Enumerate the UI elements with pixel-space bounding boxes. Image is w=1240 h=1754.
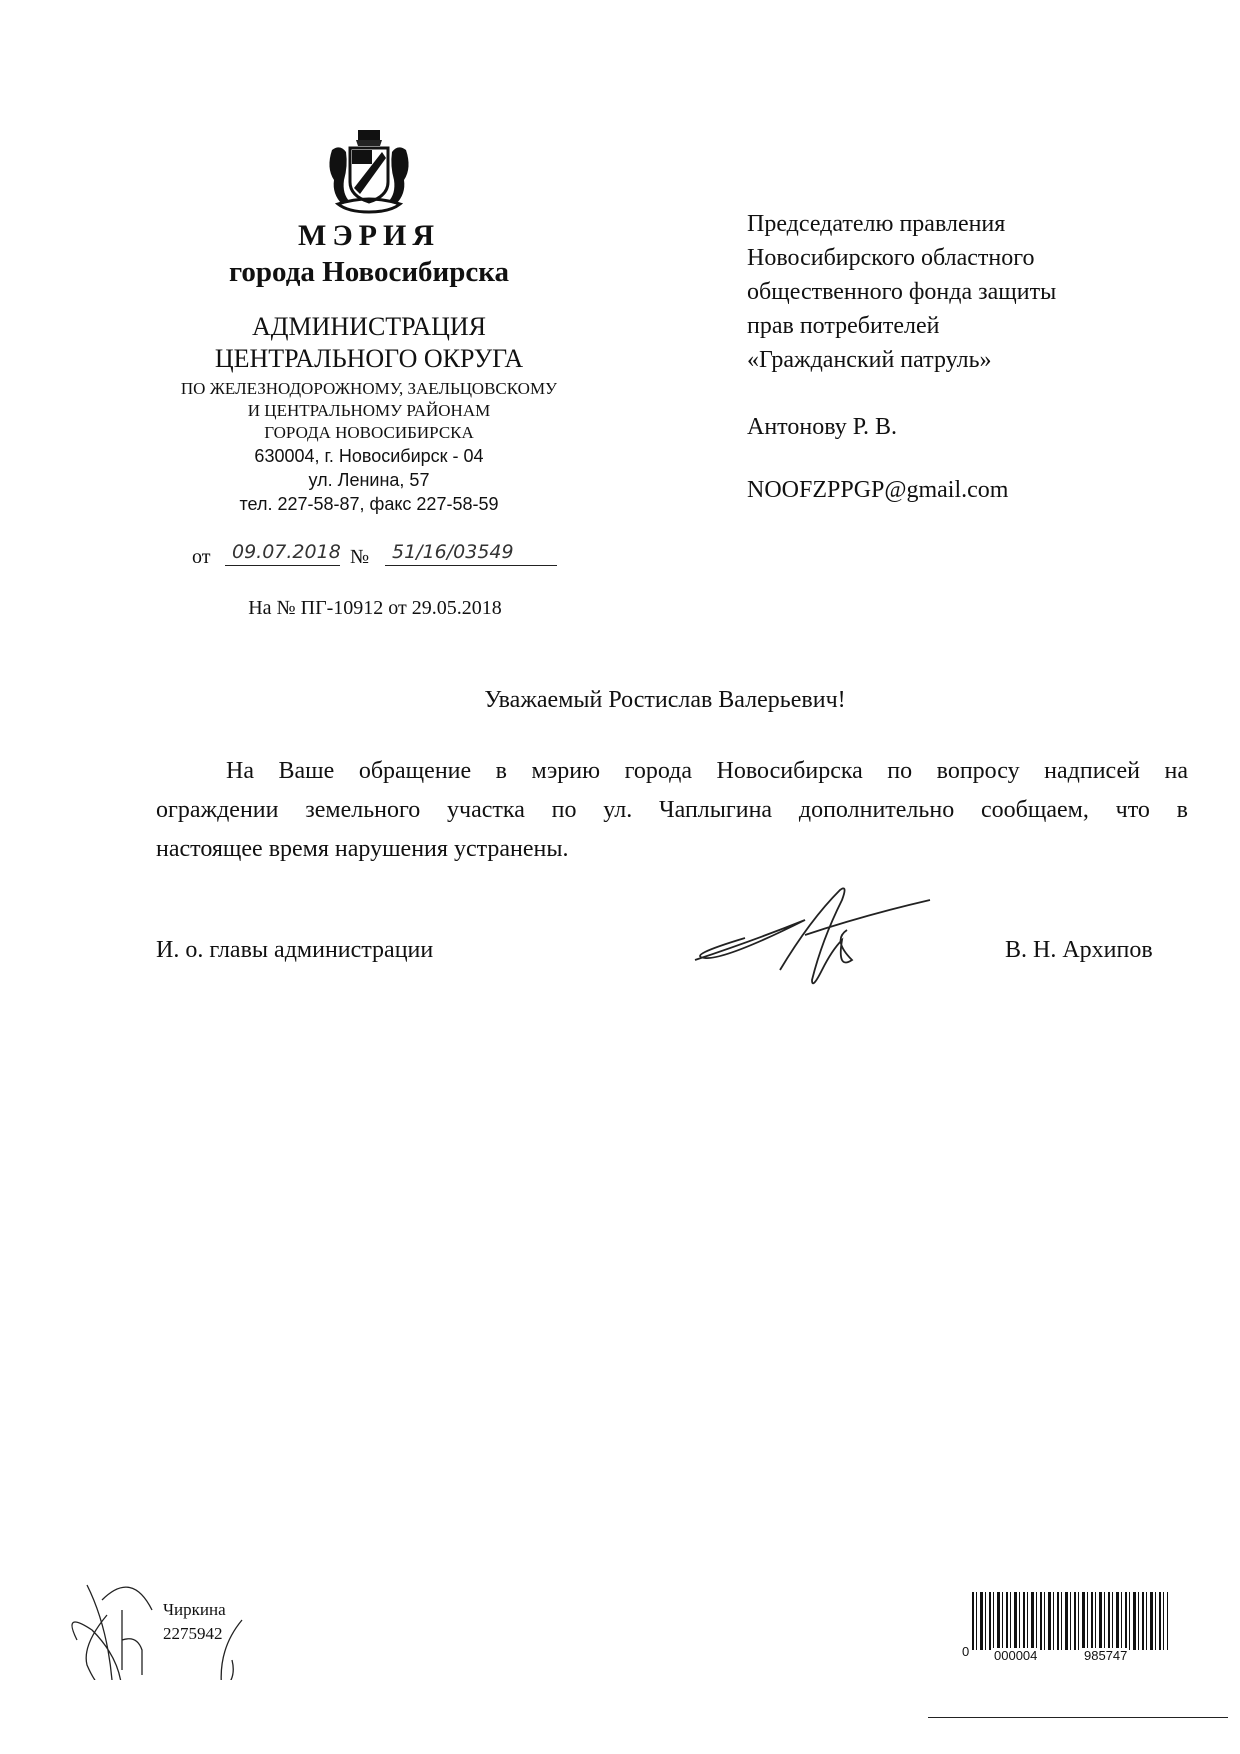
barcode-number-left: 0 (962, 1644, 970, 1659)
recipient-line: общественного фонда защиты (747, 279, 1057, 305)
recipient-email: NOOFZPPGP@gmail.com (747, 477, 1009, 503)
paragraph-line: настоящее время нарушения устранены. (156, 836, 569, 862)
city-name: города Новосибирска (228, 256, 510, 288)
district-line1: ПО ЖЕЛЕЗНОДОРОЖНОМУ, ЗАЕЛЬЦОВСКОМУ (180, 379, 558, 398)
recipient-block (747, 207, 1056, 377)
barcode-number-mid: 000004 (994, 1648, 1038, 1663)
handwritten-signature (690, 880, 935, 990)
salutation: Уважаемый Ростислав Валерьевич! (484, 687, 846, 713)
recipient-line: Председателю правления (747, 211, 1006, 237)
recipient-line: Новосибирского областного (747, 245, 1035, 271)
number-value: 51/16/03549 (392, 541, 514, 563)
barcode (960, 1592, 1210, 1678)
barcode-bars (972, 1592, 1168, 1650)
letter-paragraph (156, 752, 1188, 869)
recipient-line: прав потребителей (747, 313, 940, 339)
executor-phone: 2275942 (163, 1624, 223, 1643)
paragraph-line: ограждении земельного участка по ул. Чаплыгина дополнительно сообщаем, что в (156, 797, 1188, 823)
administration-line1: АДМИНИСТРАЦИЯ (252, 312, 486, 341)
recipient-name: Антонову Р. В. (747, 414, 898, 440)
executor-name: Чиркина (163, 1600, 226, 1619)
paragraph-line: На Ваше обращение в мэрию города Новосибирска по вопросу надписей на (226, 758, 1188, 784)
signatory-name: В. Н. Архипов (1005, 937, 1153, 963)
administration-line2: ЦЕНТРАЛЬНОГО ОКРУГА (214, 344, 524, 373)
date-underline (225, 565, 340, 566)
date-label: от (192, 546, 211, 568)
coat-of-arms-emblem (322, 128, 416, 216)
number-label: № (350, 546, 370, 568)
reference-number: На № ПГ-10912 от 29.05.2018 (248, 597, 502, 619)
district-line3: ГОРОДА НОВОСИБИРСКА (264, 423, 474, 442)
footer-rule (928, 1717, 1228, 1718)
phone-line: тел. 227-58-87, факс 227-58-59 (239, 494, 499, 514)
recipient-line: «Гражданский патруль» (747, 347, 992, 373)
number-underline (385, 565, 557, 566)
district-line2: И ЦЕНТРАЛЬНОМУ РАЙОНАМ (247, 401, 491, 420)
signatory-position: И. о. главы администрации (156, 937, 434, 963)
address-line1: 630004, г. Новосибирск - 04 (254, 446, 484, 466)
date-value: 09.07.2018 (232, 541, 341, 563)
initials-signature (62, 1580, 262, 1680)
address-line2: ул. Ленина, 57 (308, 470, 430, 490)
barcode-number-right: 985747 (1084, 1648, 1128, 1663)
mayor-office-title: МЭРИЯ (298, 219, 440, 252)
